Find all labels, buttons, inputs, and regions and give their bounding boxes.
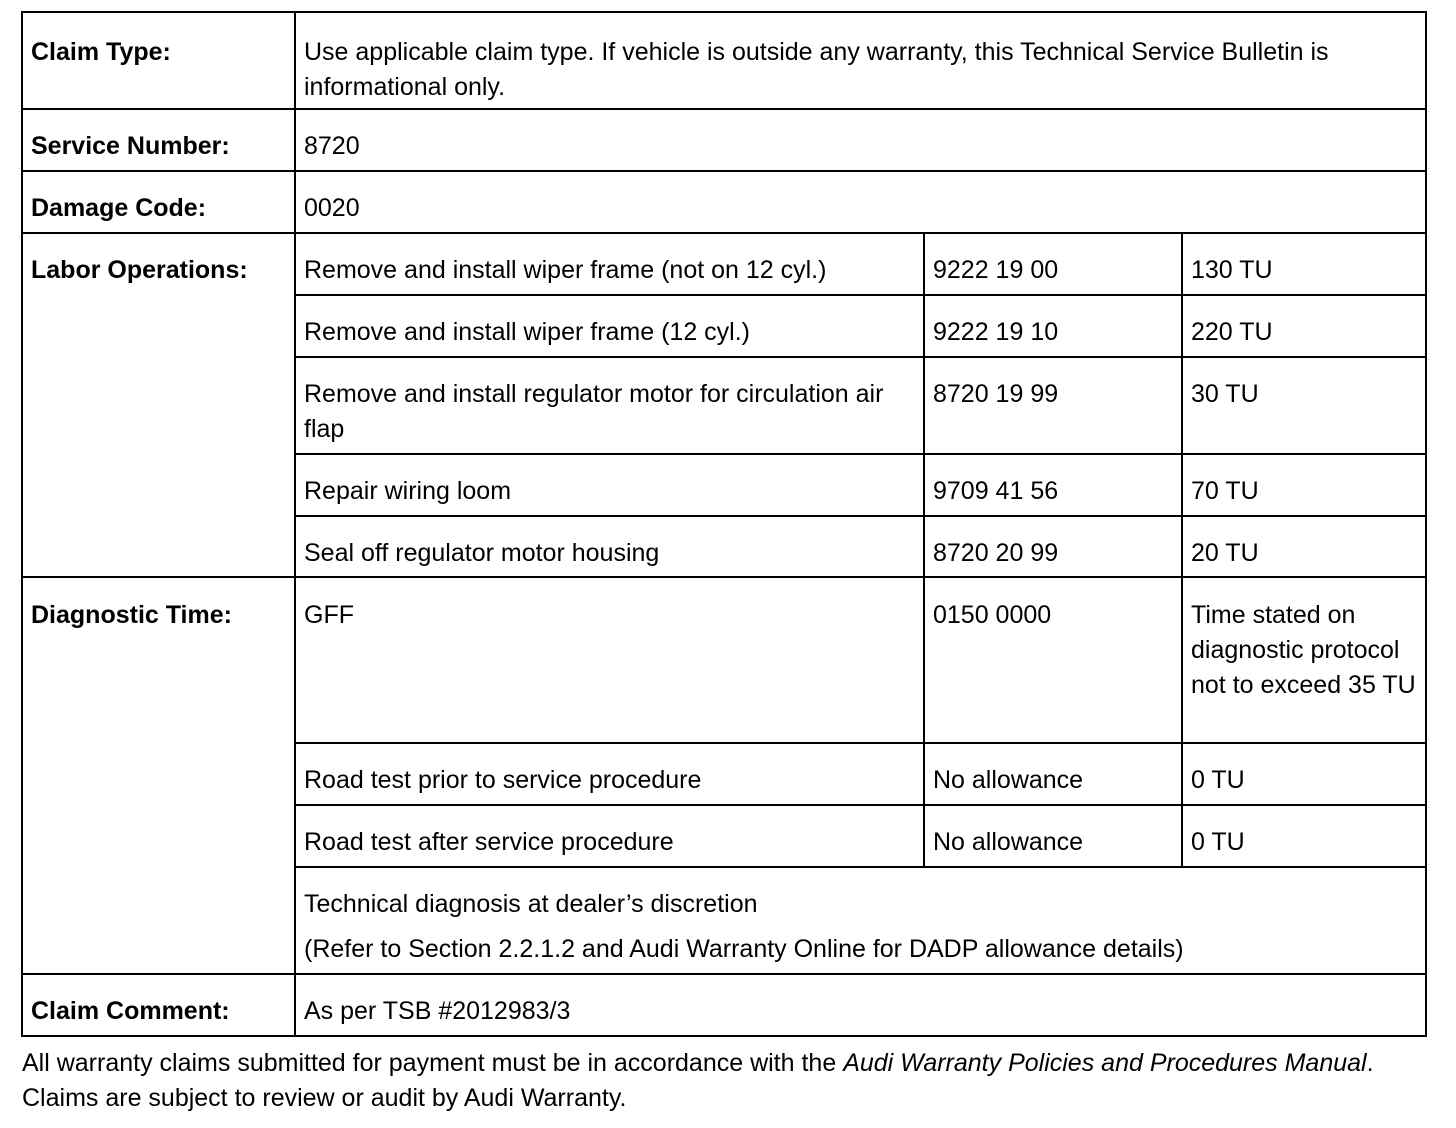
labor-time: 70 TU bbox=[1182, 454, 1426, 516]
labor-code: 9222 19 10 bbox=[924, 295, 1182, 357]
damage-code-label: Damage Code: bbox=[22, 171, 295, 233]
manual-title: Audi Warranty Policies and Procedures Manual bbox=[843, 1049, 1367, 1077]
service-number-value: 8720 bbox=[295, 109, 1426, 171]
damage-code-value: 0020 bbox=[295, 171, 1426, 233]
claim-comment-label: Claim Comment: bbox=[22, 974, 295, 1036]
labor-code: 9222 19 00 bbox=[924, 233, 1182, 295]
labor-description: Remove and install regulator motor for circulation air flap bbox=[295, 357, 924, 454]
diagnostic-time: Time stated on diagnostic protocol not to exceed 35 TU bbox=[1182, 577, 1426, 743]
labor-description: Seal off regulator motor housing bbox=[295, 516, 924, 577]
labor-description: Remove and install wiper frame (12 cyl.) bbox=[295, 295, 924, 357]
labor-operation-row bbox=[22, 233, 1426, 295]
footer-text-after: . Claims are subject to review or audit by Audi Warranty. bbox=[22, 1049, 1374, 1112]
labor-code: 9709 41 56 bbox=[924, 454, 1182, 516]
diagnostic-row bbox=[22, 577, 1426, 743]
labor-time: 130 TU bbox=[1182, 233, 1426, 295]
diagnostic-time: 0 TU bbox=[1182, 805, 1426, 867]
diagnostic-description: Road test after service procedure bbox=[295, 805, 924, 867]
diagnostic-time-label: Diagnostic Time: bbox=[22, 577, 295, 974]
labor-description: Remove and install wiper frame (not on 12 cyl.) bbox=[295, 233, 924, 295]
diagnostic-note bbox=[295, 867, 1426, 974]
claim-comment-value: As per TSB #2012983/3 bbox=[295, 974, 1426, 1036]
service-number-row bbox=[22, 109, 1426, 171]
diagnostic-description: GFF bbox=[295, 577, 924, 743]
labor-time: 30 TU bbox=[1182, 357, 1426, 454]
diagnostic-code: No allowance bbox=[924, 743, 1182, 805]
warranty-claim-table bbox=[21, 11, 1427, 1037]
claim-type-row bbox=[22, 12, 1426, 109]
service-number-label: Service Number: bbox=[22, 109, 295, 171]
claim-type-value: Use applicable claim type. If vehicle is outside any warranty, this Technical Service Bulletin is informational only. bbox=[295, 12, 1426, 109]
diagnostic-code: 0150 0000 bbox=[924, 577, 1182, 743]
diagnostic-time: 0 TU bbox=[1182, 743, 1426, 805]
claim-type-label: Claim Type: bbox=[22, 12, 295, 109]
diagnostic-description: Road test prior to service procedure bbox=[295, 743, 924, 805]
claim-comment-row bbox=[22, 974, 1426, 1036]
labor-code: 8720 19 99 bbox=[924, 357, 1182, 454]
footer-text-before: All warranty claims submitted for payment must be in accordance with the bbox=[22, 1049, 844, 1077]
labor-time: 220 TU bbox=[1182, 295, 1426, 357]
labor-code: 8720 20 99 bbox=[924, 516, 1182, 577]
labor-time: 20 TU bbox=[1182, 516, 1426, 577]
diagnostic-note-reference: (Refer to Section 2.2.1.2 and Audi Warranty Online for DADP allowance details) bbox=[304, 935, 1184, 963]
diagnostic-code: No allowance bbox=[924, 805, 1182, 867]
diagnostic-note-line: Technical diagnosis at dealer’s discretion bbox=[304, 890, 758, 918]
labor-description: Repair wiring loom bbox=[295, 454, 924, 516]
damage-code-row bbox=[22, 171, 1426, 233]
footer-note bbox=[22, 1046, 1432, 1116]
labor-operations-label: Labor Operations: bbox=[22, 233, 295, 577]
